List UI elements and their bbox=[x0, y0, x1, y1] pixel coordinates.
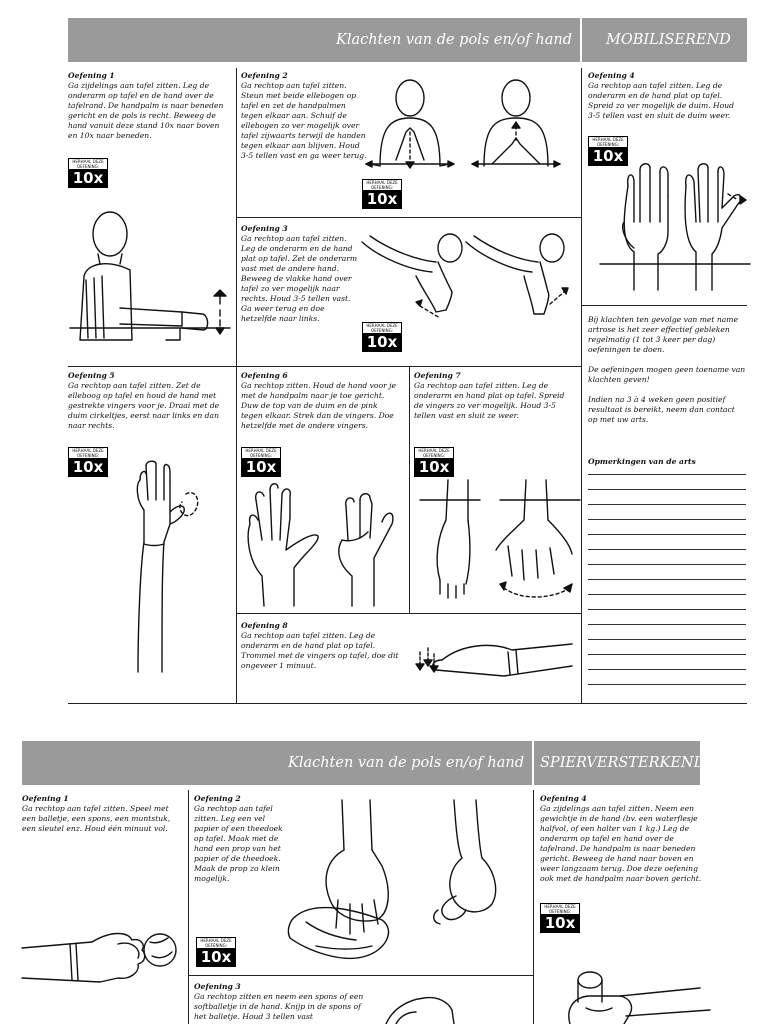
exercise-7-illustration bbox=[420, 480, 580, 610]
exercise-5 bbox=[68, 371, 228, 431]
exercise-title: Oefening 8 bbox=[241, 621, 288, 630]
divider bbox=[68, 366, 581, 367]
exercise-text: Ga rechtop aan tafel zitten. Leg de onderarm en de hand plat op tafel. Zet de onderarm vast met de andere hand. Beweeg de vlakke hand over tafel zo ver mogelijk naar rechts. Houd 3-5 tellen vast. Ga weer terug en doe hetzelfde naar links. bbox=[241, 234, 358, 323]
exercise-text: Ga rechtop aan tafel zitten. Leg de onderarm en de hand plat op tafel. Trommel met de vingers op tafel, doe dit ongeveer 1 minuut. bbox=[241, 631, 399, 670]
divider bbox=[68, 703, 747, 704]
repeat-badge bbox=[362, 179, 402, 209]
repeat-badge-count: 10x bbox=[69, 169, 107, 187]
repeat-badge-label: HERHAAL DEZE OEFENING: bbox=[72, 448, 104, 458]
s2-exercise-4 bbox=[540, 794, 702, 884]
exercise-title: Oefening 6 bbox=[241, 371, 288, 380]
s2-exercise-2 bbox=[194, 794, 290, 884]
divider bbox=[533, 790, 534, 1024]
divider bbox=[581, 305, 747, 306]
exercise-text: Ga rechtop aan tafel zitten. Speel met een balletje, een spons, een muntstuk, een sleutel enz. Houd één minuut vol. bbox=[22, 804, 171, 833]
repeat-badge bbox=[196, 937, 236, 967]
repeat-badge-count: 10x bbox=[363, 333, 401, 351]
repeat-badge-count: 10x bbox=[541, 914, 579, 932]
repeat-badge-count: 10x bbox=[363, 190, 401, 208]
exercise-title: Oefening 7 bbox=[414, 371, 461, 380]
exercise-text: Ga zijdelings aan tafel zitten. Neem een gewichtje in de hand (bv. een waterflesje halfvol, of een halter van 1 kg.) Leg de onderarm op tafel en hand over de tafelrand. De handpalm is naar beneden gericht. Beweeg de hand naar boven en weer langzaam terug. Doe deze oefening ook met de handpalm naar boven gericht. bbox=[540, 804, 702, 883]
exercise-5-illustration bbox=[110, 460, 220, 674]
repeat-badge bbox=[540, 903, 580, 933]
exercise-title: Oefening 2 bbox=[194, 794, 241, 803]
s2-exercise-2-illustration bbox=[286, 800, 530, 970]
exercise-2 bbox=[241, 71, 369, 161]
info-paragraph: Bij klachten ten gevolge van met name artrose is het zeer effectief gebleken regelmatig (1 tot 3 keer per dag) oefeningen te doen. bbox=[588, 315, 738, 354]
section2-title: Klachten van de pols en/of hand bbox=[287, 755, 524, 771]
divider bbox=[409, 366, 410, 614]
info-paragraph: Indien na 3 à 4 weken geen positief resultaat is bereikt, neem dan contact op met uw arts. bbox=[588, 395, 735, 424]
divider bbox=[188, 975, 533, 976]
repeat-badge bbox=[414, 447, 454, 477]
s2-exercise-4-illustration bbox=[560, 962, 720, 1024]
exercise-text: Ga rechtop zitten en neem een spons of een softballetje in de hand. Knijp in de spons of het balletje. Houd 3 tellen vast bbox=[194, 992, 364, 1021]
divider bbox=[236, 217, 581, 218]
exercise-text: Ga rechtop aan tafel zitten. Leg de onderarm en de hand plat op tafel. Spreid zo ver mogelijk de duim. Houd 3-5 tellen vast en sluit de duim weer. bbox=[588, 81, 734, 120]
section2-category: SPIERVERSTERKEND bbox=[540, 755, 706, 771]
repeat-badge-count: 10x bbox=[242, 458, 280, 476]
divider bbox=[236, 366, 237, 703]
repeat-badge-label: HERHAAL DEZE OEFENING: bbox=[418, 448, 450, 458]
s2-exercise-1-illustration bbox=[22, 914, 186, 994]
divider bbox=[188, 790, 189, 1024]
repeat-badge-label: HERHAAL DEZE OEFENING: bbox=[544, 904, 576, 914]
repeat-badge-label: HERHAAL DEZE OEFENING: bbox=[366, 323, 398, 333]
repeat-badge-label: HERHAAL DEZE OEFENING: bbox=[592, 137, 624, 147]
exercise-title: Oefening 4 bbox=[588, 71, 635, 80]
repeat-badge bbox=[68, 447, 108, 477]
repeat-badge bbox=[68, 158, 108, 188]
exercise-1-illustration bbox=[70, 200, 230, 360]
section2-header bbox=[22, 741, 706, 785]
exercise-8-illustration bbox=[412, 630, 576, 686]
divider bbox=[236, 68, 237, 368]
info-paragraph: De oefeningen mogen geen toename van klachten geven! bbox=[588, 365, 746, 384]
repeat-badge-count: 10x bbox=[197, 948, 235, 966]
s2-exercise-1 bbox=[22, 794, 182, 834]
exercise-4-illustration bbox=[600, 162, 750, 290]
header-separator bbox=[580, 18, 582, 62]
exercise-title: Oefening 4 bbox=[540, 794, 587, 803]
exercise-7 bbox=[414, 371, 576, 421]
repeat-badge-count: 10x bbox=[415, 458, 453, 476]
repeat-badge-label: HERHAAL DEZE OEFENING: bbox=[200, 938, 232, 948]
repeat-badge-count: 10x bbox=[69, 458, 107, 476]
exercise-1 bbox=[68, 71, 228, 141]
repeat-badge-count: 10x bbox=[589, 147, 627, 165]
exercise-title: Oefening 3 bbox=[241, 224, 288, 233]
section1-category: MOBILISEREND bbox=[606, 32, 731, 48]
exercise-title: Oefening 1 bbox=[22, 794, 69, 803]
repeat-badge-label: HERHAAL DEZE OEFENING: bbox=[72, 159, 104, 169]
repeat-badge bbox=[241, 447, 281, 477]
exercise-text: Ga rechtop aan tafel zitten. Zet de elleboog op tafel en houd de hand met gestrekte vingers voor je. Draai met de duim cirkeltjes, eerst naar links en dan naar rechts. bbox=[68, 381, 220, 430]
notes-title: Opmerkingen van de arts bbox=[588, 457, 696, 466]
repeat-badge-label: HERHAAL DEZE OEFENING: bbox=[245, 448, 277, 458]
exercise-text: Ga rechtop zitten. Houd de hand voor je met de handpalm naar je toe gericht. Duw de top van de duim en de pink tegen elkaar. Strek dan de vingers. Doe hetzelfde met de andere vingers. bbox=[241, 381, 396, 430]
exercise-3 bbox=[241, 224, 359, 324]
repeat-badge bbox=[362, 322, 402, 352]
exercise-title: Oefening 2 bbox=[241, 71, 288, 80]
exercise-2-illustration bbox=[366, 78, 578, 174]
header-separator bbox=[532, 741, 534, 785]
exercise-text: Ga rechtop aan tafel zitten. Leg de onderarm en hand plat op tafel. Spreid de vingers zo ver mogelijk. Houd 3-5 tellen vast en sluit ze weer. bbox=[414, 381, 565, 420]
exercise-8 bbox=[241, 621, 401, 671]
s2-exercise-3-illustration bbox=[376, 990, 486, 1024]
exercise-text: Ga zijdelings aan tafel zitten. Leg de onderarm op tafel en de hand over de tafelrand. De handpalm is naar beneden gericht en de pols is recht. Beweeg de hand vanuit deze stand 10x naar boven en 10x naar beneden. bbox=[68, 81, 224, 140]
divider bbox=[581, 68, 582, 704]
section1-header bbox=[68, 18, 747, 62]
exercise-6-illustration bbox=[242, 480, 406, 606]
exercise-title: Oefening 1 bbox=[68, 71, 115, 80]
exercise-4 bbox=[588, 71, 738, 121]
section1-title: Klachten van de pols en/of hand bbox=[335, 32, 572, 48]
repeat-badge-label: HERHAAL DEZE OEFENING: bbox=[366, 180, 398, 190]
info-text bbox=[588, 315, 746, 425]
divider bbox=[236, 613, 581, 614]
exercise-title: Oefening 5 bbox=[68, 371, 115, 380]
exercise-text: Ga rechtop aan tafel zitten. Leg een vel papier of een theedoek op tafel. Maak met de hand een prop van het papier of de theedoek. Maak de prop zo klein mogelijk. bbox=[194, 804, 283, 883]
s2-exercise-3 bbox=[194, 982, 374, 1022]
exercise-6 bbox=[241, 371, 401, 431]
exercise-text: Ga rechtop aan tafel zitten. Steun met beide ellebogen op tafel en zet de handpalmen tegen elkaar aan. Schuif de ellebogen zo ver mogelijk over tafel zijwaarts terwijl de handen tegen elkaar aan blijven. Houd 3-5 tellen vast en ga weer terug. bbox=[241, 81, 367, 160]
exercise-3-illustration bbox=[360, 232, 572, 324]
exercise-title: Oefening 3 bbox=[194, 982, 241, 991]
